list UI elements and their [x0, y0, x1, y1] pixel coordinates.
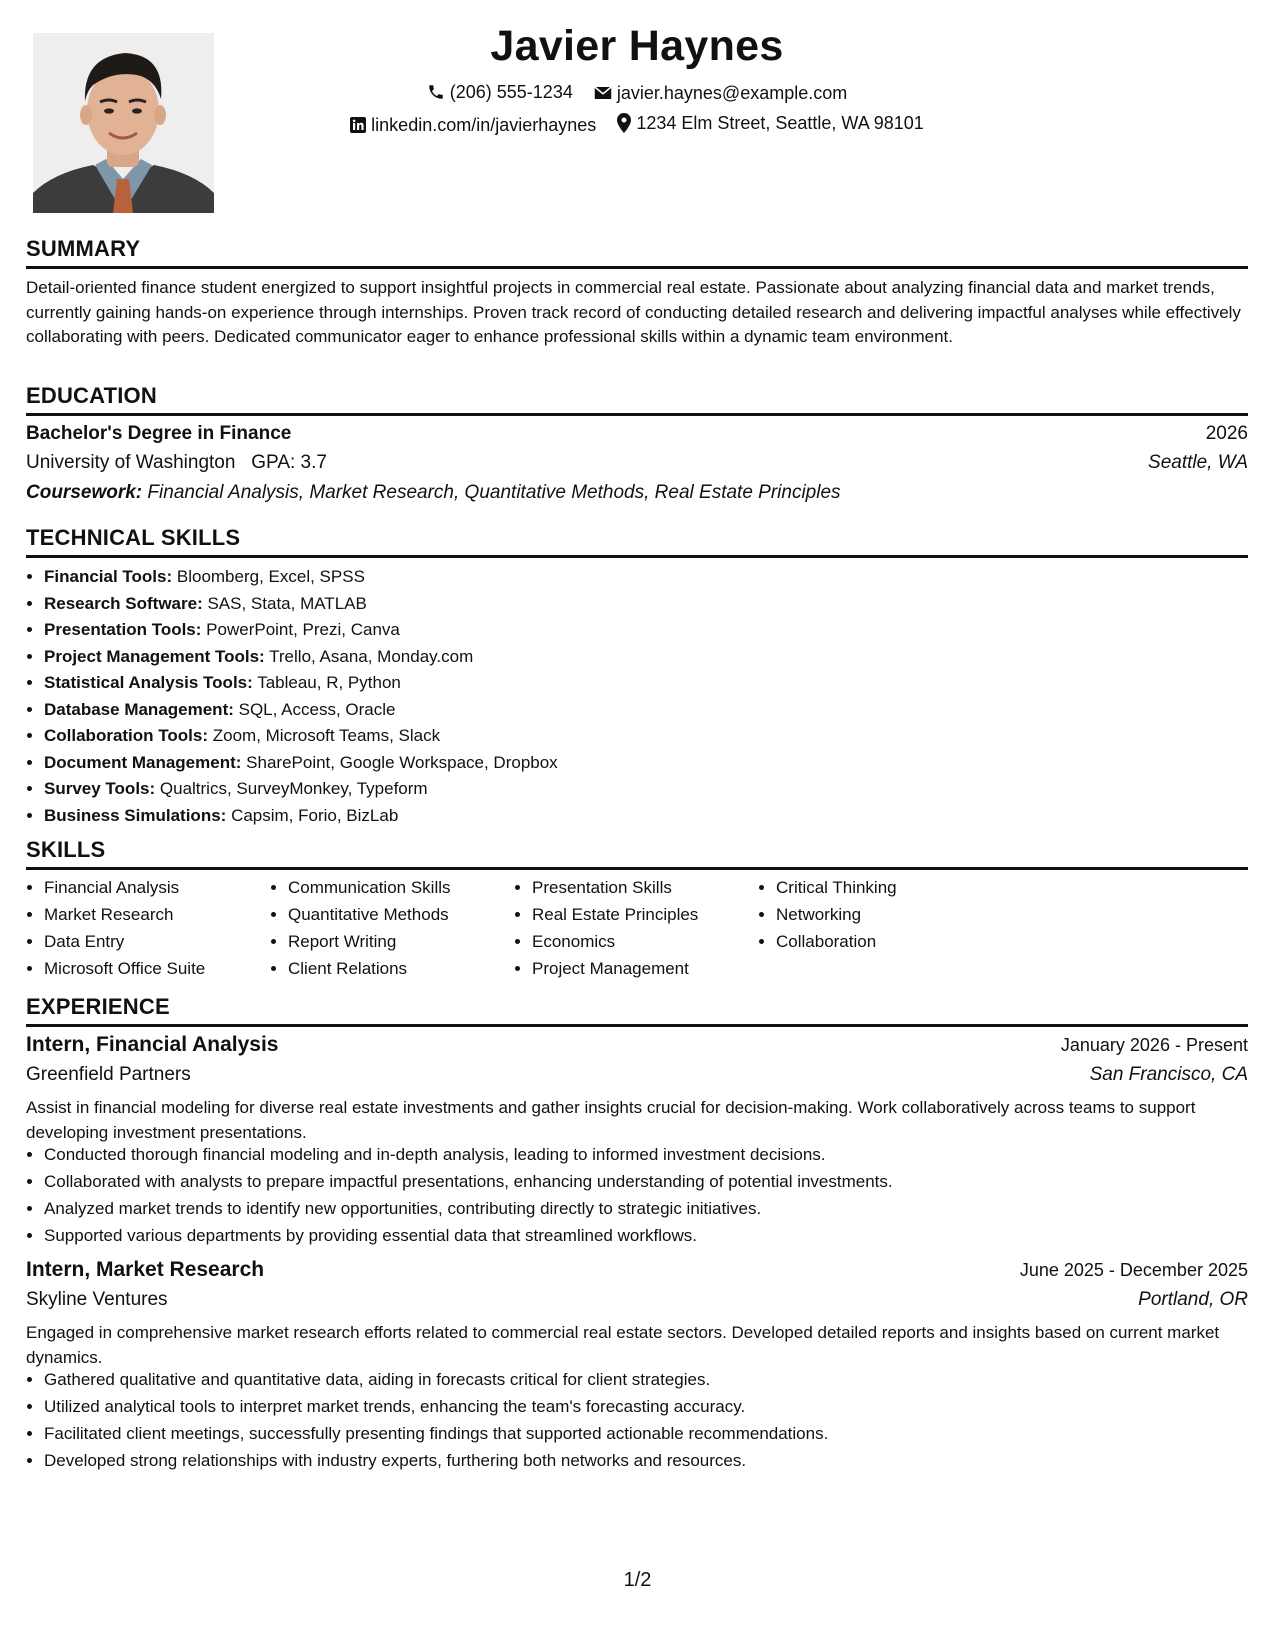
skills-column	[514, 874, 758, 982]
skill-item: • Economics	[532, 928, 758, 955]
phone-text: (206) 555-1234	[449, 82, 573, 102]
skills-column	[26, 874, 270, 982]
graduation-year: 2026	[1205, 423, 1248, 444]
technical-skill-value: Capsim, Forio, BizLab	[231, 805, 399, 825]
technical-skills-heading: TECHNICAL SKILLS	[26, 525, 1248, 558]
technical-skill-item	[44, 644, 558, 671]
technical-skill-item	[44, 670, 558, 697]
technical-skill-label: Project Management Tools:	[44, 646, 265, 666]
skill-item: • Quantitative Methods	[288, 901, 514, 928]
skill-item: • Financial Analysis	[44, 874, 270, 901]
skill-item: • Presentation Skills	[532, 874, 758, 901]
skill-item: • Microsoft Office Suite	[44, 955, 270, 982]
job-bullet: • Collaborated with analysts to prepare impactful presentations, enhancing understanding of potential investments.	[44, 1168, 893, 1195]
linkedin-icon	[350, 117, 366, 133]
gpa: GPA: 3.7	[251, 452, 327, 473]
coursework-label: Coursework:	[26, 482, 143, 503]
skill-item: • Project Management	[532, 955, 758, 982]
job-2-role: Intern, Market Research	[26, 1258, 265, 1281]
technical-skill-label: Statistical Analysis Tools:	[44, 673, 253, 692]
technical-skill-item	[44, 750, 558, 777]
phone-contact	[427, 80, 573, 104]
education-degree-row	[26, 423, 1248, 445]
job-2-title-row	[26, 1258, 1248, 1282]
technical-skill-value: Tableau, R, Python	[257, 673, 401, 692]
job-2-bullets	[26, 1366, 828, 1474]
job-bullet: • Conducted thorough financial modeling and in-depth analysis, leading to informed investment decisions.	[44, 1141, 893, 1168]
job-bullet: • Developed strong relationships with industry experts, furthering both networks and resources.	[44, 1447, 828, 1474]
technical-skill-label: Document Management:	[44, 752, 242, 772]
job-1-location: San Francisco, CA	[1089, 1064, 1248, 1085]
education-school-row	[26, 452, 1248, 474]
skill-item: • Client Relations	[288, 955, 514, 982]
skill-item: • Data Entry	[44, 928, 270, 955]
job-2-location: Portland, OR	[1138, 1289, 1248, 1310]
contact-line-2	[26, 111, 1248, 139]
job-bullet: • Analyzed market trends to identify new opportunities, contributing directly to strategic initiatives.	[44, 1195, 893, 1222]
technical-skill-item	[44, 591, 558, 618]
technical-skill-label: Research Software:	[44, 593, 203, 613]
coursework-list: Financial Analysis, Market Research, Quantitative Methods, Real Estate Principles	[147, 482, 841, 503]
job-2-company-row	[26, 1289, 1248, 1311]
coursework-row	[26, 482, 1248, 504]
skill-item: • Communication Skills	[288, 874, 514, 901]
job-1-dates: January 2026 - Present	[1060, 1035, 1248, 1055]
skill-item: • Critical Thinking	[776, 874, 1002, 901]
job-2-description: Engaged in comprehensive market research efforts related to commercial real estate sectors. Developed detailed reports and insights based on current market dynamics.	[26, 1323, 1220, 1367]
job-1-company: Greenfield Partners	[26, 1064, 191, 1085]
technical-skill-item	[44, 803, 558, 830]
degree: Bachelor's Degree in Finance	[26, 423, 292, 444]
map-pin-icon	[617, 113, 631, 133]
technical-skill-value: PowerPoint, Prezi, Canva	[206, 620, 400, 639]
technical-skill-label: Survey Tools:	[44, 779, 156, 798]
linkedin-contact[interactable]	[350, 113, 596, 137]
skills-grid	[26, 874, 1002, 982]
job-bullet: • Utilized analytical tools to interpret market trends, enhancing the team's forecasting accuracy.	[44, 1393, 828, 1420]
technical-skill-item	[44, 776, 558, 803]
technical-skill-item	[44, 723, 558, 750]
envelope-icon	[594, 85, 612, 101]
job-bullet: • Supported various departments by providing essential data that streamlined workflows.	[44, 1222, 893, 1249]
email-contact[interactable]	[594, 81, 847, 105]
technical-skill-item	[44, 617, 558, 644]
job-1-role: Intern, Financial Analysis	[26, 1033, 279, 1056]
job-1-title-row	[26, 1033, 1248, 1057]
technical-skill-value: Trello, Asana, Monday.com	[269, 646, 474, 666]
school-name: University of Washington	[26, 452, 236, 473]
skill-item: • Collaboration	[776, 928, 1002, 955]
skill-item: • Real Estate Principles	[532, 901, 758, 928]
technical-skill-item	[44, 564, 558, 591]
job-bullet: • Facilitated client meetings, successfully presenting findings that supported actionable recommendations.	[44, 1420, 828, 1447]
technical-skill-label: Business Simulations:	[44, 805, 227, 825]
skills-column	[758, 874, 1002, 982]
candidate-name: Javier Haynes	[490, 22, 784, 70]
technical-skill-value: Bloomberg, Excel, SPSS	[176, 567, 365, 586]
school-info	[26, 452, 327, 474]
technical-skill-value: Zoom, Microsoft Teams, Slack	[212, 726, 441, 745]
page-number: 1/2	[623, 1569, 652, 1591]
technical-skill-value: SharePoint, Google Workspace, Dropbox	[246, 752, 558, 772]
technical-skill-label: Financial Tools:	[44, 567, 173, 586]
technical-skill-label: Database Management:	[44, 699, 234, 719]
summary-text: Detail-oriented finance student energized to support insightful projects in commercial real estate. Passionate about analyzing financial data and market trends, currently gaining hands-on experience through internships. Proven track record of conducting detailed research and delivering impactful analyses while effectively collaborating with peers. Dedicated communicator eager to enhance professional skills within a dynamic team environment.	[26, 278, 1241, 346]
skills-heading: SKILLS	[26, 837, 1248, 870]
skill-item: • Market Research	[44, 901, 270, 928]
job-2-dates: June 2025 - December 2025	[1019, 1260, 1248, 1280]
technical-skill-item	[44, 697, 558, 724]
job-1-bullets	[26, 1141, 893, 1249]
skill-item: • Report Writing	[288, 928, 514, 955]
job-1-description: Assist in financial modeling for diverse real estate investments and gather insights crucial for decision-making. Work collaboratively across teams to support developing investment presentations.	[26, 1098, 1196, 1142]
technical-skill-value: Qualtrics, SurveyMonkey, Typeform	[159, 779, 428, 798]
technical-skill-label: Presentation Tools:	[44, 620, 202, 639]
job-1-company-row	[26, 1064, 1248, 1086]
email-text: javier.haynes@example.com	[616, 83, 848, 103]
skill-item: • Networking	[776, 901, 1002, 928]
address-contact	[617, 111, 924, 135]
technical-skill-label: Collaboration Tools:	[44, 726, 209, 745]
linkedin-text: linkedin.com/in/javierhaynes	[371, 115, 597, 135]
coursework	[26, 482, 841, 504]
education-heading: EDUCATION	[26, 383, 1248, 416]
technical-skill-value: SAS, Stata, MATLAB	[207, 593, 367, 613]
phone-icon	[427, 83, 445, 101]
address-text: 1234 Elm Street, Seattle, WA 98101	[636, 113, 924, 133]
technical-skill-value: SQL, Access, Oracle	[238, 699, 396, 719]
job-bullet: • Gathered qualitative and quantitative data, aiding in forecasts critical for client strategies.	[44, 1366, 828, 1393]
experience-heading: EXPERIENCE	[26, 994, 1248, 1027]
contact-line-1	[26, 80, 1248, 107]
school-location: Seattle, WA	[1148, 452, 1248, 473]
summary-heading: SUMMARY	[26, 236, 1248, 269]
technical-skills-list	[26, 564, 558, 829]
skills-column	[270, 874, 514, 982]
job-2-company: Skyline Ventures	[26, 1289, 168, 1310]
